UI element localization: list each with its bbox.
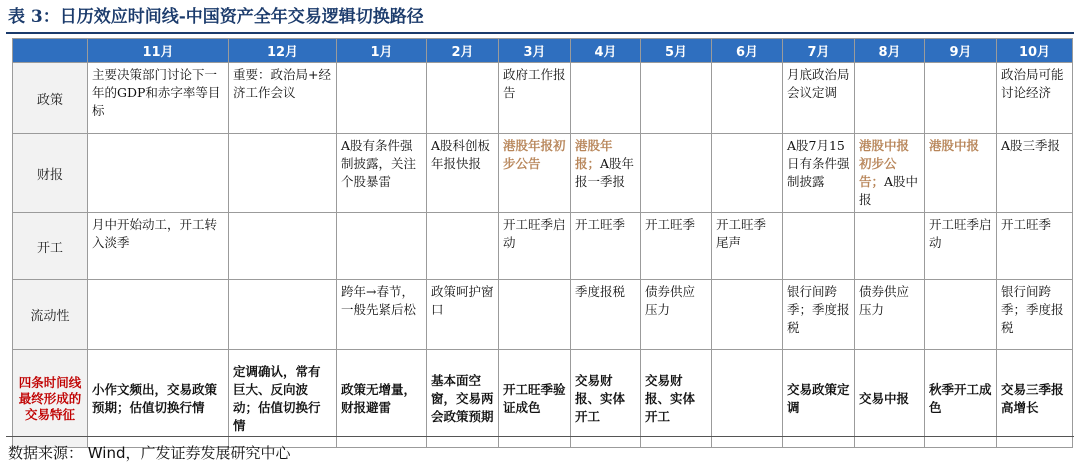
policy-cell	[427, 63, 499, 134]
trade-cell: 交易中报	[855, 350, 925, 448]
fin-cell	[712, 134, 783, 213]
liquidity-row	[13, 280, 1073, 350]
month-header: 12月	[229, 39, 337, 63]
liquidity-cell: 季度报税	[571, 280, 641, 350]
liquidity-cell: 债券供应压力	[855, 280, 925, 350]
fin-cell	[88, 134, 229, 213]
fin-row	[13, 134, 1073, 213]
table-title: 表 3：日历效应时间线-中国资产全年交易逻辑切换路径	[8, 7, 424, 27]
policy-cell	[641, 63, 712, 134]
policy-row	[13, 63, 1073, 134]
start-cell	[229, 213, 337, 280]
fin-cell: A股科创板年报快报	[427, 134, 499, 213]
fin-cell-mixed	[571, 134, 641, 213]
policy-cell: 主要决策部门讨论下一年的GDP和赤字率等目标	[88, 63, 229, 134]
start-cell	[427, 213, 499, 280]
footer-rule	[6, 436, 1074, 437]
liquidity-cell	[712, 280, 783, 350]
start-cell: 月中开始动工，开工转入淡季	[88, 213, 229, 280]
fin-cell-hk: 港股中报	[925, 134, 997, 213]
source-note: 数据来源： Wind，广发证券发展研究中心	[8, 444, 291, 462]
a-share-note: A股年报一季报	[575, 156, 635, 189]
start-cell	[783, 213, 855, 280]
trade-cell	[712, 350, 783, 448]
month-header: 11月	[88, 39, 229, 63]
start-cell: 开工旺季	[997, 213, 1073, 280]
trade-cell: 交易财报、实体开工	[641, 350, 712, 448]
trade-cell: 交易三季报高增长	[997, 350, 1073, 448]
liquidity-cell: 跨年→春节，一般先紧后松	[337, 280, 427, 350]
fin-cell: A股7月15日有条件强制披露	[783, 134, 855, 213]
trade-cell: 政策无增量，财报避雷	[337, 350, 427, 448]
trade-cell: 基本面空窗，交易两会政策预期	[427, 350, 499, 448]
row-label-trade: 四条时间线最终形成的交易特征	[13, 350, 88, 448]
row-label-policy: 政策	[13, 63, 88, 134]
title-rule	[6, 32, 1074, 34]
trade-row	[13, 350, 1073, 448]
liquidity-cell: 银行间跨季；季度报税	[997, 280, 1073, 350]
month-header: 1月	[337, 39, 427, 63]
liquidity-cell: 政策呵护窗口	[427, 280, 499, 350]
header-row	[13, 39, 1073, 63]
fin-cell-hk: 港股年报初步公告	[499, 134, 571, 213]
start-cell: 开工旺季尾声	[712, 213, 783, 280]
fin-cell	[229, 134, 337, 213]
start-cell	[855, 213, 925, 280]
month-header: 6月	[712, 39, 783, 63]
month-header: 10月	[997, 39, 1073, 63]
fin-cell: A股三季报	[997, 134, 1073, 213]
trade-cell: 小作文频出，交易政策预期；估值切换行情	[88, 350, 229, 448]
start-cell: 开工旺季	[641, 213, 712, 280]
month-header: 5月	[641, 39, 712, 63]
policy-cell: 月底政治局会议定调	[783, 63, 855, 134]
liquidity-cell: 债券供应压力	[641, 280, 712, 350]
month-header: 4月	[571, 39, 641, 63]
liquidity-cell	[88, 280, 229, 350]
fin-cell	[641, 134, 712, 213]
fin-cell-mixed	[855, 134, 925, 213]
row-label-fin: 财报	[13, 134, 88, 213]
header-corner	[13, 39, 88, 63]
trade-cell: 秋季开工成色	[925, 350, 997, 448]
month-header: 7月	[783, 39, 855, 63]
policy-cell	[855, 63, 925, 134]
liquidity-cell: 银行间跨季；季度报税	[783, 280, 855, 350]
start-cell	[337, 213, 427, 280]
start-row	[13, 213, 1073, 280]
policy-cell	[571, 63, 641, 134]
trade-cell: 交易财报、实体开工	[571, 350, 641, 448]
policy-cell: 政治局可能讨论经济	[997, 63, 1073, 134]
liquidity-cell	[229, 280, 337, 350]
timeline-table	[12, 38, 1073, 448]
trade-cell: 定调确认，常有巨大、反向波动；估值切换行情	[229, 350, 337, 448]
month-header: 3月	[499, 39, 571, 63]
liquidity-cell	[499, 280, 571, 350]
liquidity-cell	[925, 280, 997, 350]
trade-cell: 交易政策定调	[783, 350, 855, 448]
month-header: 8月	[855, 39, 925, 63]
row-label-start: 开工	[13, 213, 88, 280]
policy-cell: 重要：政治局+经济工作会议	[229, 63, 337, 134]
month-header: 9月	[925, 39, 997, 63]
policy-cell	[925, 63, 997, 134]
trade-cell: 开工旺季验证成色	[499, 350, 571, 448]
hk-interim-note: 港股中报初步公告；	[859, 138, 910, 189]
row-label-liquidity: 流动性	[13, 280, 88, 350]
a-share-interim-note: A股中报	[859, 174, 919, 207]
policy-cell	[712, 63, 783, 134]
start-cell: 开工旺季启动	[925, 213, 997, 280]
start-cell: 开工旺季	[571, 213, 641, 280]
fin-cell: A股有条件强制披露，关注个股暴雷	[337, 134, 427, 213]
month-header: 2月	[427, 39, 499, 63]
start-cell: 开工旺季启动	[499, 213, 571, 280]
policy-cell: 政府工作报告	[499, 63, 571, 134]
policy-cell	[337, 63, 427, 134]
hk-annual-note: 港股年报；	[575, 138, 613, 171]
